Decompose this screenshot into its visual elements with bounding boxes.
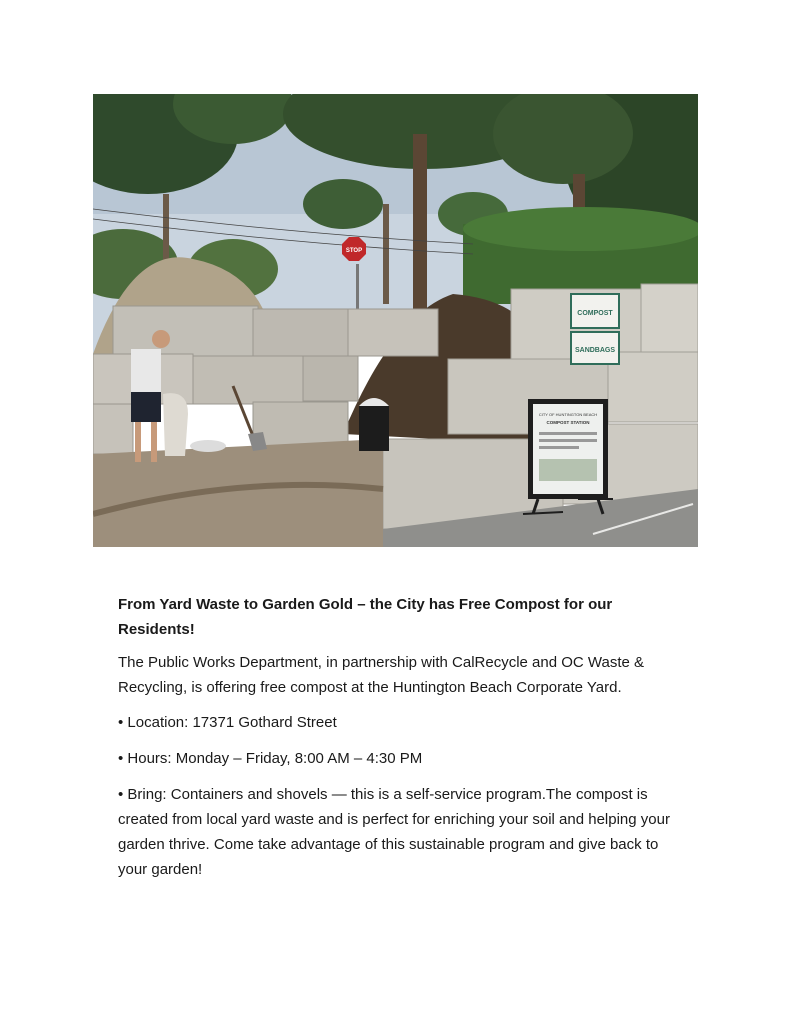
bullet-bring: • Bring: Containers and shovels — this is a self-service program.The compost is created from local yard waste and is perfect for enriching your soil and helping your garden thrive. Come take advantage of this sustainable program and give back to your garden! [118, 786, 670, 878]
sandbag [163, 393, 188, 456]
article-intro: The Public Works Department, in partnership with CalRecycle and OC Waste & Recycling, is offering free compost at the Huntington Beach Corporate Yard. [118, 654, 645, 696]
stop-sign-text: STOP [345, 248, 363, 254]
compost-station-board [523, 399, 613, 514]
sandbags-sign-text: SANDBAGS [574, 347, 616, 354]
compost-yard-photo [93, 94, 698, 547]
compost-direction-sign [571, 294, 619, 328]
board-subtitle: COMPOST STATION [546, 420, 590, 425]
tree-trunk [413, 134, 427, 309]
article [118, 592, 678, 893]
board-title: CITY OF HUNTINGTON BEACH [538, 412, 598, 417]
sandbags-direction-sign [571, 332, 619, 364]
hedge-top [463, 207, 698, 251]
photo-illustration [93, 94, 698, 547]
bullet-location: • Location: 17371 Gothard Street [118, 714, 337, 731]
compost-sign-text: COMPOST [577, 310, 613, 317]
debris [190, 440, 226, 452]
article-headline: From Yard Waste to Garden Gold – the City has Free Compost for our Residents! [118, 596, 613, 638]
palm-trunk [383, 204, 389, 304]
bullet-hours: • Hours: Monday – Friday, 8:00 AM – 4:30 PM [118, 750, 423, 767]
black-bucket [359, 398, 389, 451]
